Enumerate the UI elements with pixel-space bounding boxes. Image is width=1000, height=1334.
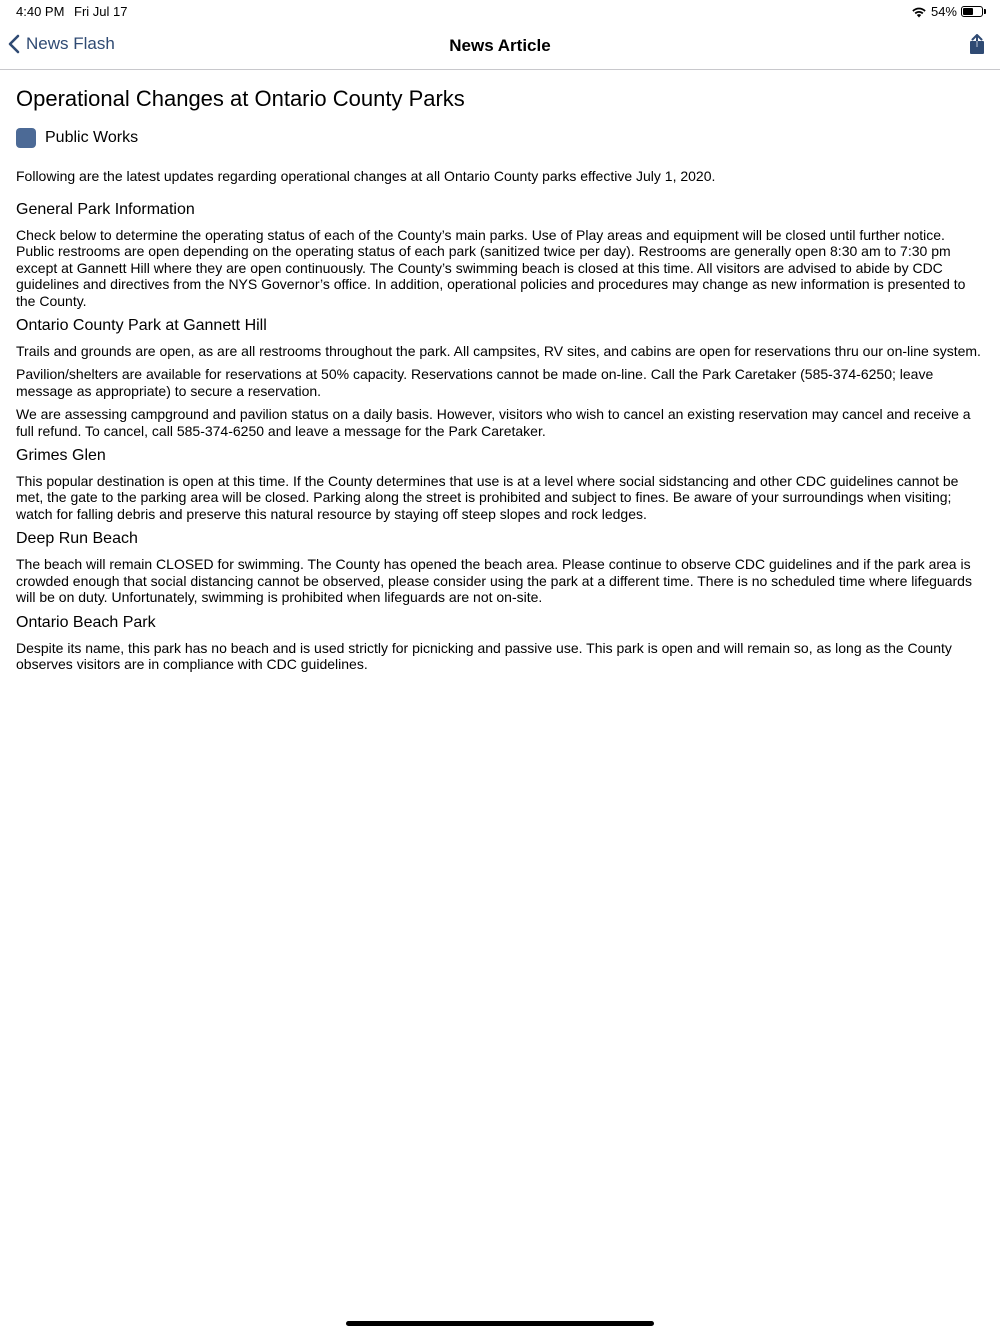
section-deep-run-beach [16,529,986,605]
status-indicators [911,4,986,19]
section-heading: Grimes Glen [16,447,106,465]
status-time: 4:40 PM [16,4,65,19]
category-label: Public Works [45,129,139,146]
section-paragraph: This popular destination is open at this time. If the County determines that use is at a level where social sidstancing and other CDC guidelines cannot be met, the gate to the parking area will be closed. Parking along the street is prohibited and subject to fines. Be aware of your surroundings when visiting; watch for falling debris and preserve this natural resource by staying off steep slopes and rock ledges. [16,473,959,522]
article-title: Operational Changes at Ontario County Parks [16,86,465,111]
share-icon [968,34,986,56]
section-paragraph: We are assessing campground and pavilion status on a daily basis. However, visitors who wish to cancel an existing reservation may cancel and receive a full refund. To cancel, call 585-374-6250 and leave a message for the Park Caretaker. [16,406,971,439]
section-heading: Ontario County Park at Gannett Hill [16,317,267,335]
section-general-park-information [16,200,986,309]
battery-icon [961,6,983,17]
section-grimes-glen [16,446,986,522]
article-intro: Following are the latest updates regarding operational changes at all Ontario County parks effective July 1, 2020. [16,168,716,184]
battery-level [963,8,973,15]
wifi-icon [911,6,927,18]
category-color-swatch [16,128,36,148]
section-paragraph: The beach will remain CLOSED for swimming. The County has opened the beach area. Please continue to observe CDC guidelines and if the park area is crowded enough that social distancing cannot be observed, please consider using the park at a different time. There is no scheduled time where lifeguards will be on duty. Unfortunately, swimming is prohibited when lifeguards are not on-site. [16,556,972,606]
battery-percent: 54% [930,4,957,19]
section-gannett-hill [16,316,986,439]
home-indicator[interactable] [346,1321,654,1326]
section-heading: Deep Run Beach [16,530,138,548]
section-paragraph: Pavilion/shelters are available for reservations at 50% capacity. Reservations cannot be made on-line. Call the Park Caretaker (585-374-6250; leave message as appropriate) to secure a reservation. [16,366,934,399]
back-button-label: News Flash [26,34,115,53]
article-category [16,128,986,148]
status-bar [0,0,1000,24]
section-paragraph: Trails and grounds are open, as are all restrooms throughout the park. All campsites, RV sites, and cabins are open for reservations thru our on-line system. [16,343,981,360]
section-heading: General Park Information [16,201,195,218]
article-content [16,84,986,679]
section-ontario-beach-park [16,613,986,673]
navigation-bar [0,24,1000,70]
nav-title: News Article [449,36,551,55]
section-paragraph: Despite its name, this park has no beach and is used strictly for picnicking and passive use. This park is open and will remain so, as long as the County observes visitors are in compliance with CDC guidelines. [16,639,952,672]
battery-cap [984,9,986,14]
share-button[interactable] [968,34,986,61]
section-heading: Ontario Beach Park [16,613,156,631]
status-date: Fri Jul 17 [74,4,128,19]
section-paragraph: Check below to determine the operating status of each of the County’s main parks. Use of Play areas and equipment will be closed until further notice. Public restrooms are open depending on the operating status of each park (sanitized twice per day). Restrooms are generally open 8:30 am to 7:30 pm except at Gannett Hill where they are open continuously. The County’s swimming beach is closed at this time. All visitors are advised to abide by CDC guidelines and directives from the NYS Governor’s office. In addition, operational policies and procedures may change as new information is presented to the County. [16,227,966,309]
